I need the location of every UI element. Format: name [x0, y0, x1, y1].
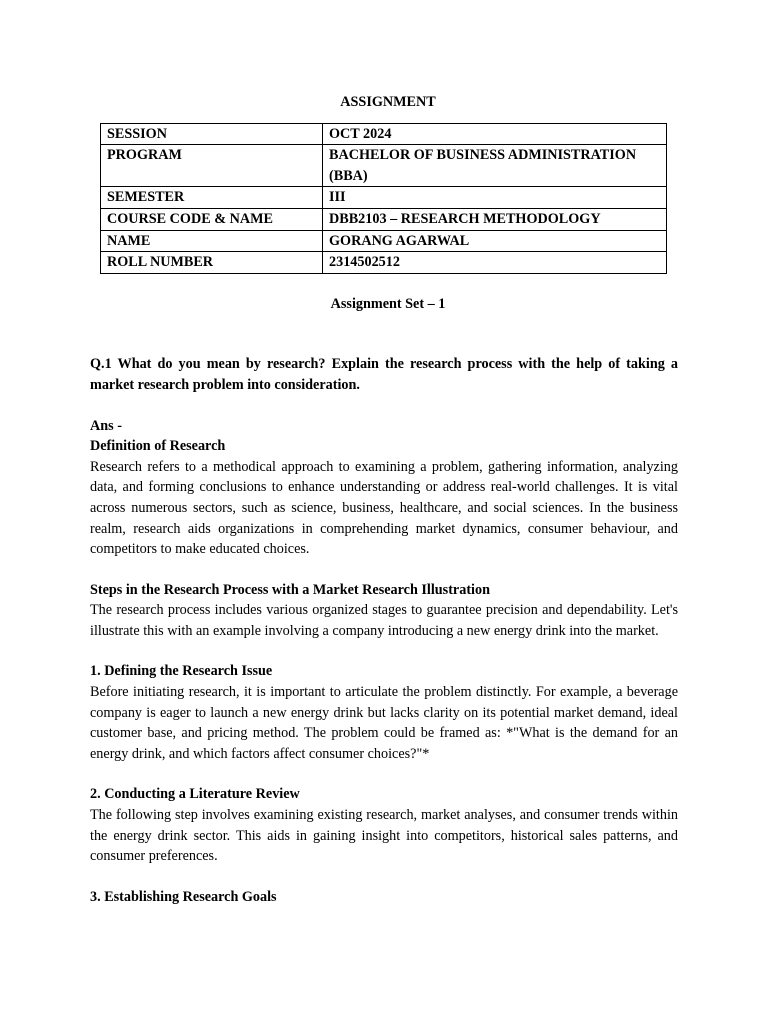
definition-paragraph: Research refers to a methodical approach to examining a problem, gathering information, analyzing data, and forming conclusions to enhance understanding or address real-world challenges. It is vital across numerous sectors, such as science, business, healthcare, and social sciences. In the business realm, research aids organizations in comprehending market dynamics, consumer behaviour, and competitors to make educated choices.	[90, 458, 678, 558]
info-key: PROGRAM	[101, 145, 323, 187]
answer-label: Ans -	[90, 417, 122, 434]
document-page	[90, 92, 678, 907]
steps-heading: Steps in the Research Process with a Market Research Illustration	[90, 581, 490, 598]
question-1: Q.1 What do you mean by research? Explain the research process with the help of taking a market research problem into consideration.	[90, 356, 678, 393]
table-row	[101, 230, 667, 252]
document-title: ASSIGNMENT	[340, 94, 436, 110]
step3-heading: 3. Establishing Research Goals	[90, 888, 277, 905]
table-row	[101, 187, 667, 209]
info-key: NAME	[101, 230, 323, 252]
info-value: BACHELOR OF BUSINESS ADMINISTRATION (BBA)	[323, 145, 667, 187]
info-key: SESSION	[101, 123, 323, 145]
definition-heading: Definition of Research	[90, 438, 226, 455]
info-key: SEMESTER	[101, 187, 323, 209]
info-key: ROLL NUMBER	[101, 252, 323, 274]
table-row	[101, 208, 667, 230]
info-value: GORANG AGARWAL	[323, 230, 667, 252]
info-value: 2314502512	[323, 252, 667, 274]
assignment-set-title: Assignment Set – 1	[330, 295, 446, 312]
info-value: OCT 2024	[323, 123, 667, 145]
table-row	[101, 252, 667, 274]
step2-heading: 2. Conducting a Literature Review	[90, 786, 300, 803]
step2-paragraph: The following step involves examining existing research, market analyses, and consumer trends within the energy drink sector. This aids in gaining insight into competitors, historical sales patterns, and consumer preferences.	[90, 807, 678, 865]
info-value: III	[323, 187, 667, 209]
table-row	[101, 123, 667, 145]
info-value: DBB2103 – RESEARCH METHODOLOGY	[323, 208, 667, 230]
step1-heading: 1. Defining the Research Issue	[90, 663, 273, 680]
info-key: COURSE CODE & NAME	[101, 208, 323, 230]
assignment-info-table	[100, 123, 667, 274]
step1-paragraph: Before initiating research, it is important to articulate the problem distinctly. For example, a beverage company is eager to launch a new energy drink but lacks clarity on its potential market demand, ideal customer base, and pricing method. The problem could be framed as: *"What is the demand for an energy drink, and which factors affect consumer choices?"*	[90, 684, 678, 762]
table-row	[101, 145, 667, 187]
steps-paragraph: The research process includes various organized stages to guarantee precision and dependability. Let's illustrate this with an example involving a company introducing a new energy drink into the market.	[90, 602, 678, 639]
